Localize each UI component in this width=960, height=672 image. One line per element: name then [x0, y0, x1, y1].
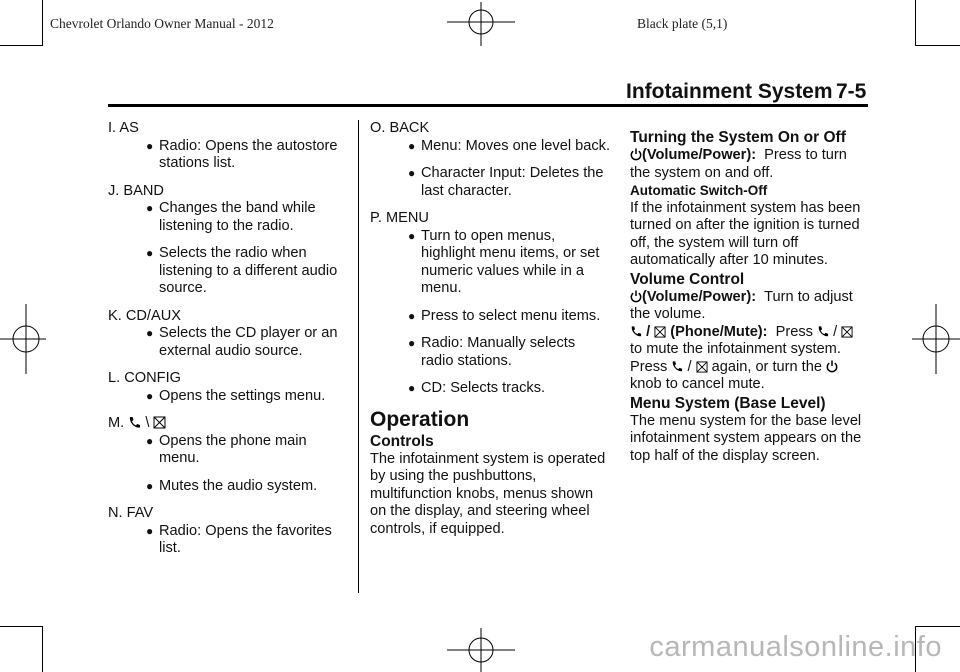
- item-label-o: O. BACK: [370, 120, 430, 136]
- phone-icon: [817, 325, 829, 338]
- crop-mark: [916, 45, 960, 46]
- column-divider: [358, 120, 359, 593]
- list-item: ● Menu: Moves one level back.: [408, 137, 611, 154]
- bullet-icon: ●: [408, 381, 416, 395]
- crop-mark: [916, 626, 960, 627]
- section-title: Infotainment System: [626, 80, 833, 103]
- controls-text: The infotainment system is operated by using the pushbuttons, multifunction knobs, menus shown on the display, and steering wheel controls, if equipped.: [370, 450, 606, 537]
- bullet-icon: ●: [146, 388, 154, 403]
- phone-icon: [128, 416, 141, 429]
- phone-icon: [630, 325, 642, 338]
- list-item: ● Press to select menu items.: [408, 307, 601, 324]
- registration-mark-bottom: [447, 628, 515, 672]
- bullet-icon: ●: [146, 433, 154, 448]
- operation-heading: Operation: [370, 407, 470, 431]
- phone-mute-paragraph: / (Phone/Mute): Press / to mute the infotainment system.: [630, 324, 868, 359]
- column-3: [630, 120, 868, 465]
- bullet-icon: ●: [408, 228, 416, 243]
- list-item: ● Opens the phone main menu.: [146, 432, 307, 466]
- turning-heading: Turning the System On or Off: [630, 129, 846, 146]
- item-label-n: N. FAV: [108, 505, 154, 521]
- bullet-icon: ●: [408, 138, 416, 153]
- list-item: ● Mutes the audio system.: [146, 477, 318, 494]
- mute-icon: [841, 326, 853, 338]
- list-item: ● Character Input: Deletes the last character.: [408, 165, 604, 199]
- column-1: [108, 120, 344, 568]
- registration-mark-right: [912, 304, 960, 374]
- item-label-l: L. CONFIG: [108, 370, 181, 386]
- list-item: ● Radio: Opens the favorites list.: [146, 522, 332, 556]
- auto-switch-heading: Automatic Switch-Off: [630, 183, 768, 198]
- bullet-icon: ●: [408, 336, 416, 350]
- auto-switch-text: If the infotainment system has been turned on after the ignition is turned off, the system will turn off automatically after 10 minutes.: [630, 199, 861, 268]
- mute-icon: [654, 326, 666, 338]
- power-icon: [826, 360, 838, 373]
- list-item: ● Selects the CD player or an external audio source.: [146, 325, 338, 359]
- crop-mark: [915, 0, 916, 46]
- bullet-icon: ●: [146, 523, 154, 538]
- list-item: ● Opens the settings menu.: [146, 387, 326, 404]
- list-item: ● Changes the band while listening to the radio.: [146, 200, 316, 234]
- bullet-icon: ●: [146, 201, 154, 215]
- mute-icon: [153, 416, 166, 429]
- page-number: 7-5: [836, 80, 867, 103]
- power-icon: [630, 290, 642, 303]
- volume-adjust-paragraph: (Volume/Power): Turn to adjust the volume.: [630, 288, 853, 322]
- bullet-icon: ●: [408, 166, 416, 180]
- bullet-icon: ●: [146, 138, 154, 153]
- item-label-p: P. MENU: [370, 210, 429, 226]
- plate-title: Chevrolet Orlando Owner Manual - 2012: [50, 16, 274, 31]
- list-item: ● Radio: Opens the autostore stations list.: [146, 137, 338, 171]
- menu-system-heading: Menu System (Base Level): [630, 394, 826, 412]
- crop-mark: [0, 626, 42, 627]
- menu-system-text: The menu system for the base level infotainment system appears on the top half of the display screen.: [630, 412, 862, 464]
- volume-control-heading: Volume Control: [630, 270, 745, 288]
- list-item: ● Turn to open menus, highlight menu items, or set numeric values while in a menu.: [408, 227, 600, 296]
- bullet-icon: ●: [146, 246, 154, 260]
- power-icon: [630, 148, 642, 161]
- registration-mark-left: [0, 304, 46, 374]
- mute-icon: [696, 361, 708, 373]
- bullet-icon: ●: [146, 478, 154, 493]
- crop-mark: [0, 45, 42, 46]
- list-item: ● Radio: Manually selects radio stations.: [408, 335, 576, 369]
- item-label-i: I. AS: [108, 120, 139, 136]
- item-label-j: J. BAND: [108, 182, 164, 199]
- watermark: carmanualsonline.info: [649, 631, 942, 663]
- cancel-mute-paragraph: Press / again, or turn the knob to cancel mute.: [630, 359, 868, 394]
- volume-power-paragraph: (Volume/Power): Press to turn the system on and off.: [630, 147, 847, 181]
- bullet-icon: ●: [408, 308, 416, 323]
- bullet-icon: ●: [146, 326, 154, 340]
- crop-mark: [42, 0, 43, 46]
- registration-mark-top: [447, 2, 515, 46]
- item-label-m: M. \: [108, 415, 344, 433]
- phone-icon: [671, 360, 683, 373]
- header-rule: [108, 104, 868, 107]
- plate-number: Black plate (5,1): [637, 16, 728, 31]
- list-item: ● Selects the radio when listening to a different audio source.: [146, 245, 338, 296]
- column-2: [370, 120, 610, 538]
- item-label-k: K. CD/AUX: [108, 307, 181, 324]
- list-item: ● CD: Selects tracks.: [408, 380, 546, 396]
- controls-heading: Controls: [370, 432, 434, 450]
- crop-mark: [42, 626, 43, 672]
